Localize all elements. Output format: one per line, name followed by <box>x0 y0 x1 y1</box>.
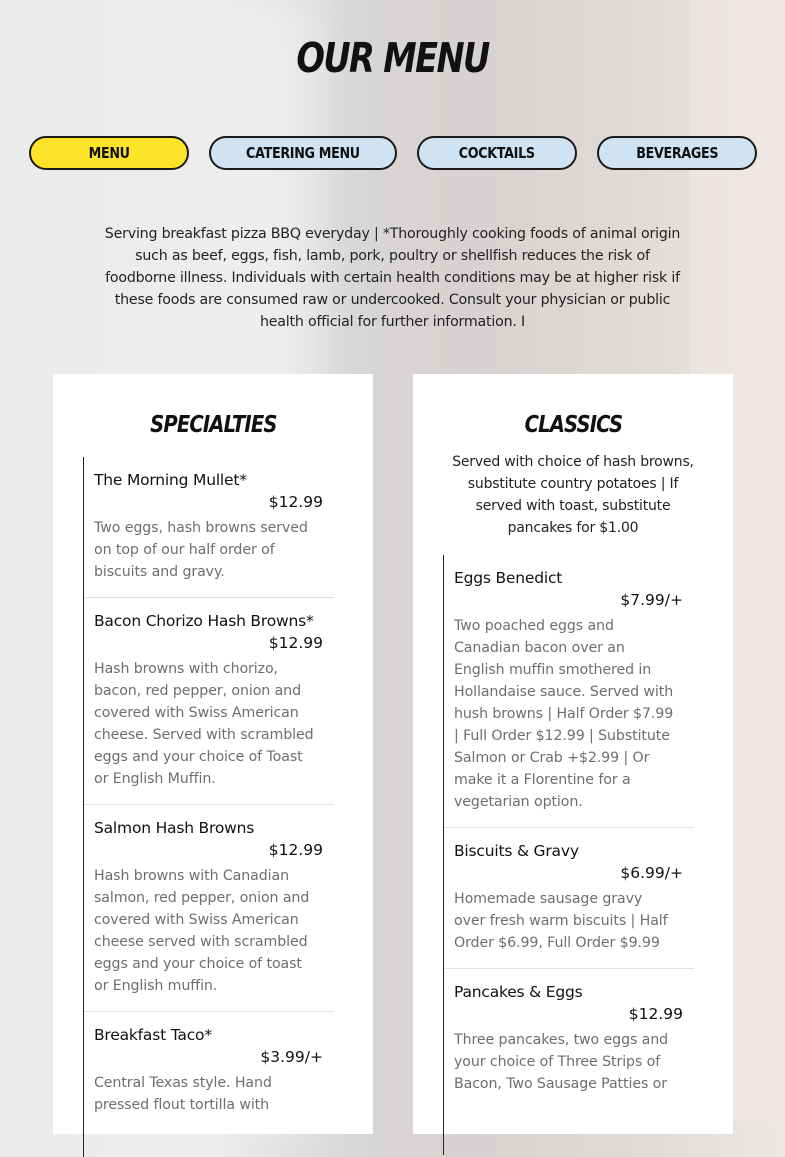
specialties-list <box>83 457 334 1157</box>
menu-item-description: Three pancakes, two eggs and your choice of Three Strips of Bacon, Two Sausage Patties or <box>454 1032 669 1092</box>
classics-title: CLASSICS <box>524 412 622 438</box>
tab-menu-label: MENU <box>88 144 130 162</box>
classics-note: Served with choice of hash browns, substitute country potatoes | If served with toast, substitute pancakes for $1.00 <box>452 454 694 536</box>
menu-item-price: $3.99/+ <box>260 1048 323 1066</box>
tab-catering-menu[interactable] <box>209 136 397 170</box>
classics-card <box>413 374 733 1134</box>
menu-item[interactable] <box>84 457 334 598</box>
menu-item-name: The Morning Mullet* <box>94 471 247 489</box>
menu-item-price: $12.99 <box>628 1005 683 1023</box>
menu-item[interactable] <box>84 1012 334 1130</box>
menu-item-name: Biscuits & Gravy <box>454 842 579 860</box>
tab-catering-menu-label: CATERING MENU <box>246 144 360 162</box>
menu-item-price: $12.99 <box>268 634 323 652</box>
menu-item-price: $6.99/+ <box>620 864 683 882</box>
tab-menu[interactable] <box>29 136 189 170</box>
menu-item[interactable] <box>84 598 334 805</box>
menu-item-name: Breakfast Taco* <box>94 1026 212 1044</box>
menu-item-price: $7.99/+ <box>620 591 683 609</box>
menu-item-description: Two poached eggs and Canadian bacon over an English muffin smothered in Hollandaise sauce. Served with hush browns | Half Order $7.99 | Full Order $12.99 | Substitute Salmon or Crab +$2.99 | Or make it a Florentine for a vegetarian option. <box>454 618 674 810</box>
menu-item[interactable] <box>444 555 694 828</box>
classics-list <box>443 555 694 1155</box>
menu-item-name: Eggs Benedict <box>454 569 563 587</box>
menu-item[interactable] <box>444 828 694 969</box>
menu-item[interactable] <box>444 969 694 1109</box>
menu-item-description: Hash browns with Canadian salmon, red pepper, onion and covered with Swiss American cheese served with scrambled eggs and your choice of toast or English muffin. <box>94 868 310 994</box>
tab-beverages[interactable] <box>597 136 757 170</box>
tab-beverages-label: BEVERAGES <box>636 144 718 162</box>
menu-item-description: Homemade sausage gravy over fresh warm biscuits | Half Order $6.99, Full Order $9.99 <box>454 891 668 951</box>
menu-item-description: Central Texas style. Hand pressed flout tortilla with <box>94 1075 272 1113</box>
page-title: OUR MENU <box>296 34 489 82</box>
menu-item-price: $12.99 <box>268 841 323 859</box>
tab-cocktails-label: COCKTAILS <box>458 144 535 162</box>
menu-item-name: Salmon Hash Browns <box>94 819 255 837</box>
menu-item-name: Pancakes & Eggs <box>454 983 583 1001</box>
tab-cocktails[interactable] <box>417 136 577 170</box>
specialties-card <box>53 374 373 1134</box>
specialties-title: SPECIALTIES <box>149 412 277 438</box>
menu-item-price: $12.99 <box>268 493 323 511</box>
menu-item-description: Hash browns with chorizo, bacon, red pepper, onion and covered with Swiss American cheese. Served with scrambled eggs and your choice of Toast or English Muffin. <box>94 661 314 787</box>
menu-item[interactable] <box>84 805 334 1012</box>
menu-item-description: Two eggs, hash browns served on top of our half order of biscuits and gravy. <box>94 520 308 580</box>
menu-intro-text: Serving breakfast pizza BBQ everyday | *Thoroughly cooking foods of animal origin such as beef, eggs, fish, lamb, pork, poultry or shellfish reduces the risk of foodborne illness. Individuals with certain health conditions may be at higher risk if these foods are consumed raw or undercooked. Consult your physician or public health official for further information. I <box>104 226 681 330</box>
menu-item-name: Bacon Chorizo Hash Browns* <box>94 612 314 630</box>
